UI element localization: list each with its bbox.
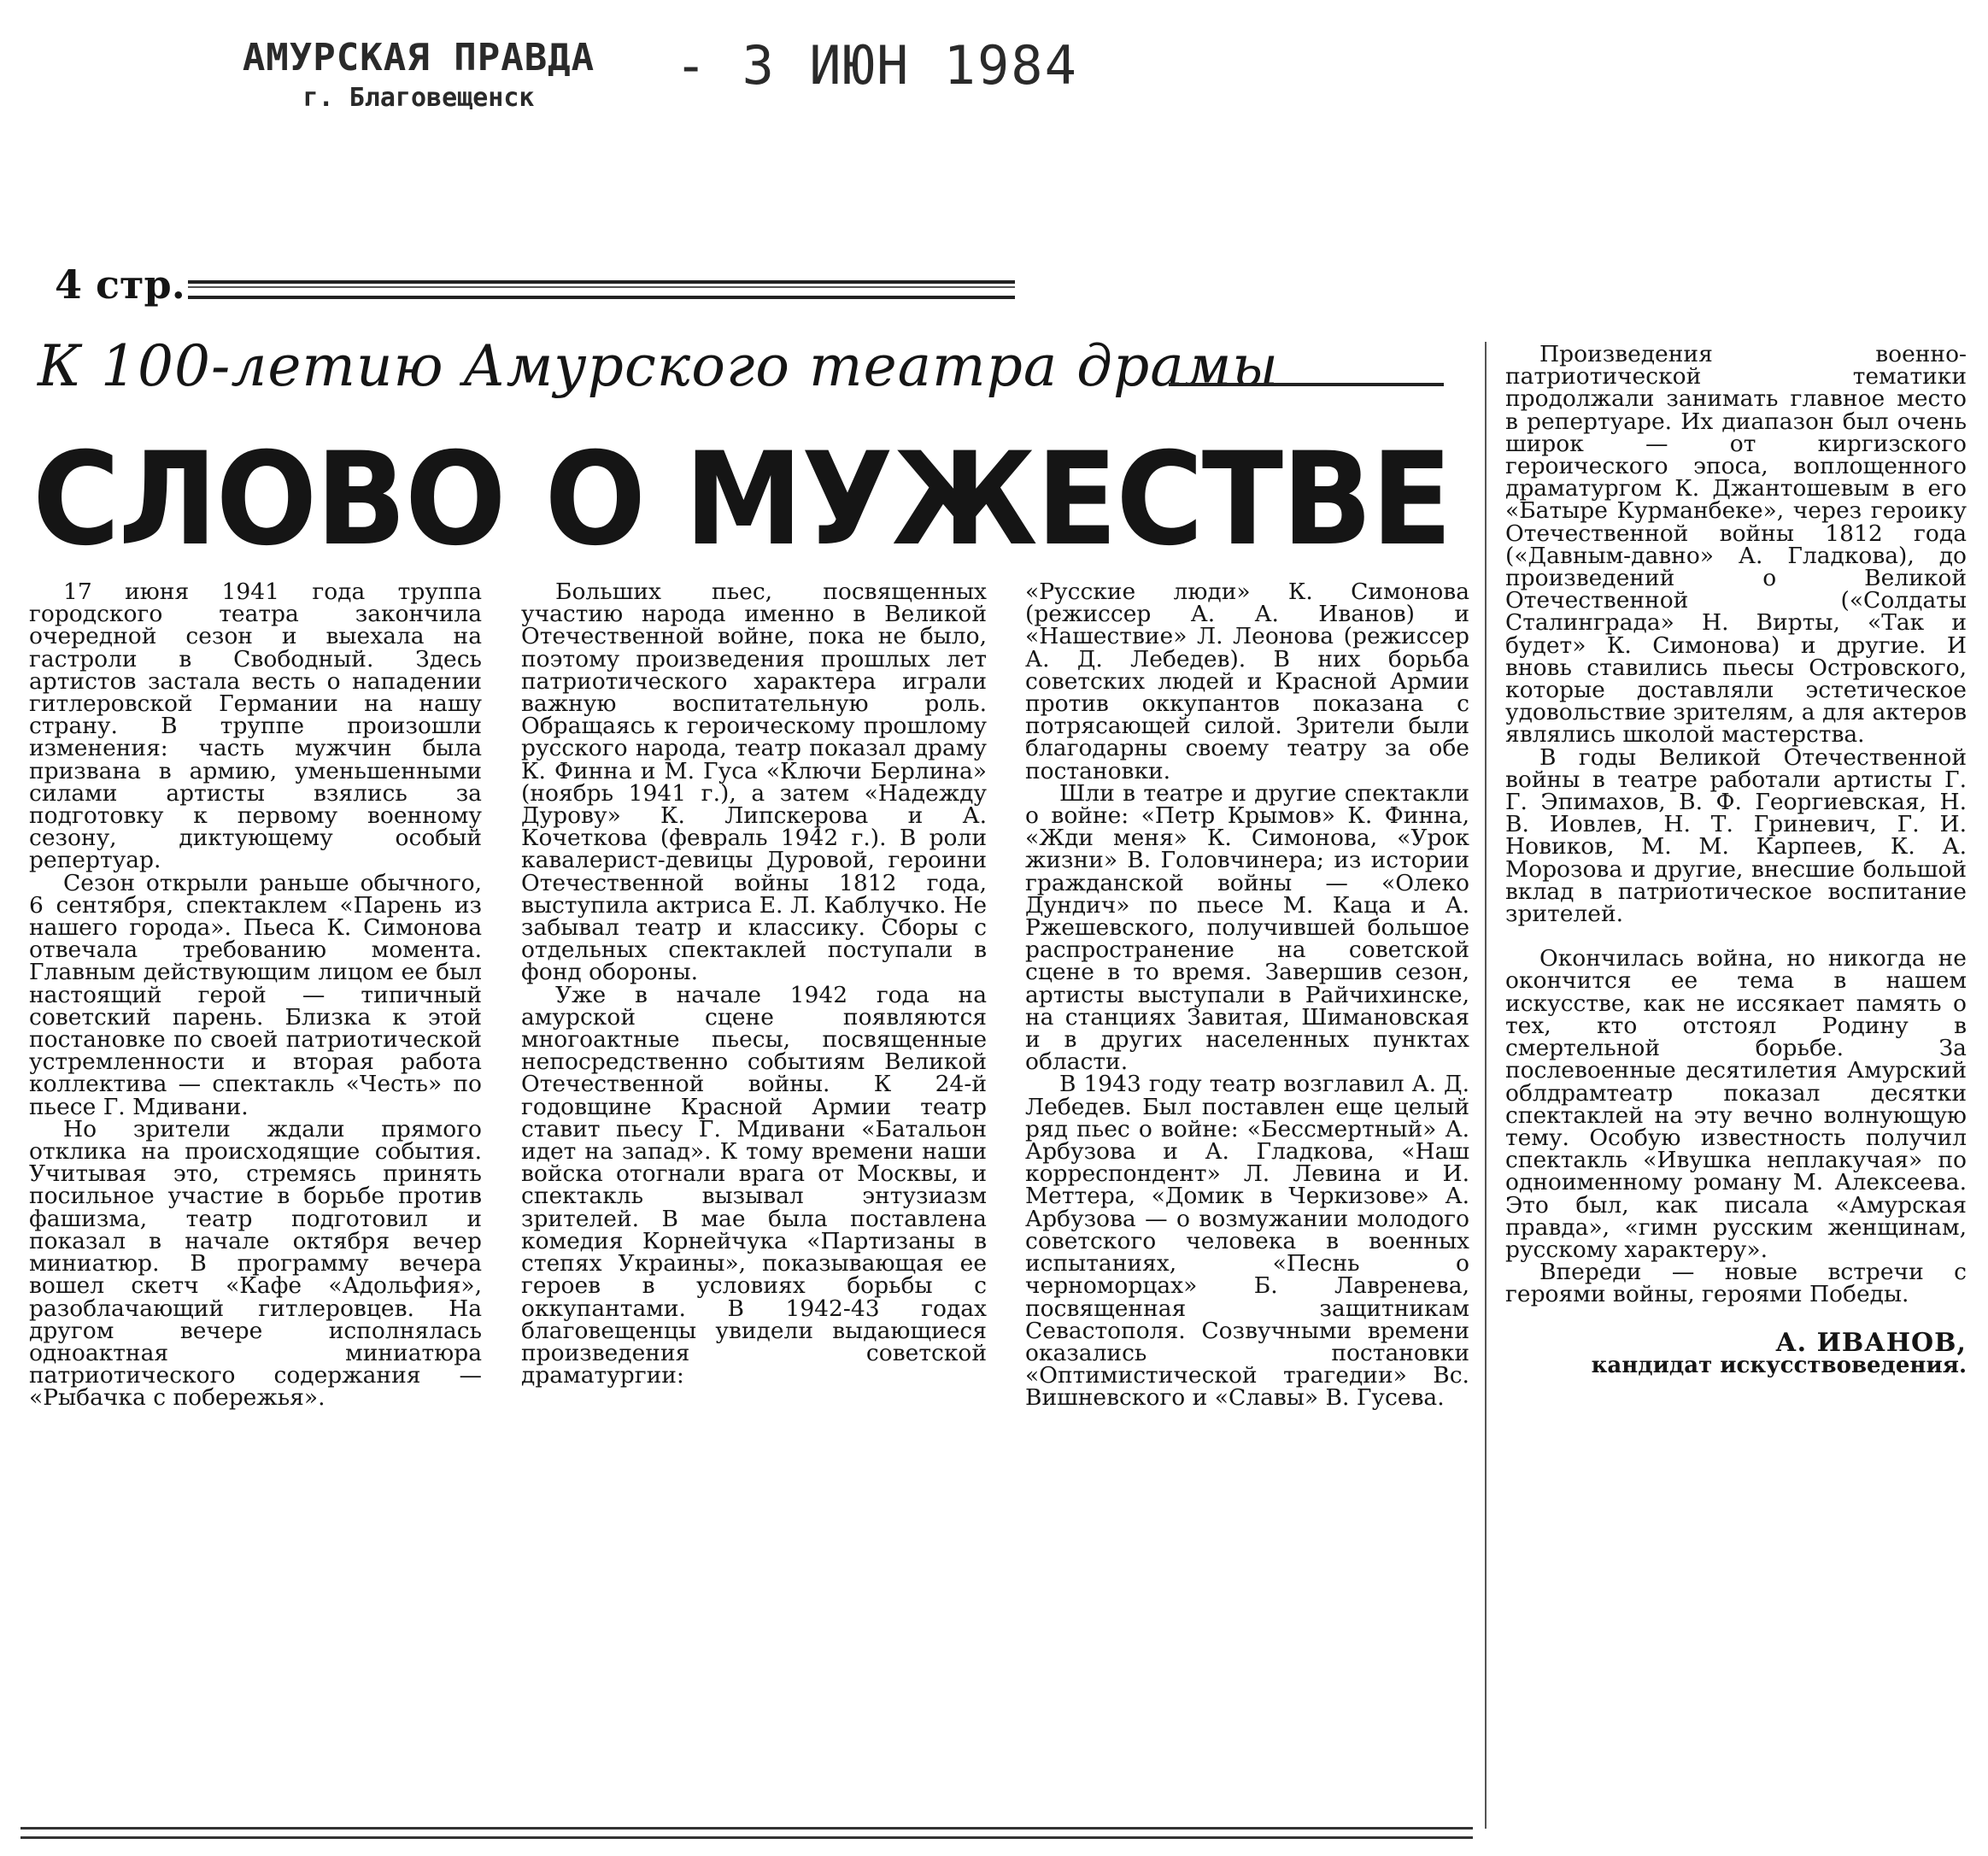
paragraph: «Русские люди» К. Симонова (режиссер А. А. Иванов) и «Нашествие» Л. Леонова (режиссер А. Д. Лебедев). В них борьба советских людей и Красной Армии против оккупантов показана с потрясающей силой. Зрители были благодарны своему театру за обе постановки. <box>1025 579 1469 784</box>
newspaper-stamp <box>239 36 598 113</box>
author-title: кандидат искусствоведения. <box>1591 1352 1967 1378</box>
article-column-4 <box>1505 341 1967 1378</box>
paragraph: В годы Великой Отечественной войны в театре работали артисты Г. Г. Эпимахов, В. Ф. Георгиевская, Н. В. Иовлев, Н. Т. Гриневич, Г. И. Новиков, М. М. Карпеев, К. А. Морозова и другие, внесшие большой вклад в патриотическое воспитание зрителей. <box>1505 743 1967 928</box>
article-column-1 <box>29 581 482 1410</box>
paragraph: Впереди — новые встречи с героями войны, героями Победы. <box>1505 1259 1967 1308</box>
author-name: А. ИВАНОВ, <box>1775 1327 1967 1358</box>
header-rule <box>188 280 1015 299</box>
paragraph: 17 июня 1941 года труппа городского театра закончила очередной сезон и выехала на гастроли в Свободный. Здесь артистов застала весть о нападении гитлеровской Германии на нашу страну. В труппе произошли изменения: часть мужчин была призвана в армию, уменьшенными силами артисты взялись за подготовку к первому военному сезону, диктующему особый репертуар. <box>29 579 482 874</box>
article-headline: СЛОВО О МУЖЕСТВЕ <box>32 426 1451 574</box>
paragraph: В 1943 году театр возглавил А. Д. Лебедев. Был поставлен еще целый ряд пьес о войне: «Бессмертный» А. Арбузова и А. Гладкова, «Наш корреспондент» Л. Левина и И. Меттера, «Домик в Черкизове» А. Арбузова — о возмужании молодого советского человека в военных испытаниях, «Песнь о черноморцах» Б. Лавренева, посвященная защитникам Севастополя. Созвучными времени оказались постановки «Оптимистической трагедии» Вс. Вишневского и «Славы» В. Гусева. <box>1025 1071 1469 1412</box>
paragraph: Уже в начале 1942 года на амурской сцене появляются многоактные пьесы, посвященные непосредственно событиям Великой Отечественной войны. К 24-й годовщине Красной Армии театр ставит пьесу Г. Мдивани «Батальон идет на запад». К тому времени наши войска отогнали врага от Москвы, и спектакль вызывал энтузиазм зрителей. В мае была поставлена комедия Корнейчука «Партизаны в степях Украины», показывающая ее героев в условиях борьбы с оккупантами. В 1942-43 годах благовещенцы увидели выдающиеся произведения советской драматургии: <box>521 981 987 1389</box>
page-number: 4 стр. <box>55 261 185 308</box>
bottom-rule <box>21 1827 1473 1839</box>
paragraph: Больших пьес, посвященных участию народа именно в Великой Отечественной войне, пока не было, поэтому произведения прошлых лет патриотического характера играли важную воспитательную роль. Обращаясь к героическому прошлому русского народа, театр показал драму К. Финна и М. Гуса «Ключи Берлина» (ноябрь 1941 г.), а затем «Надежду Дурову» К. Липскерова и А. Кочеткова (февраль 1942 г.). В роли кавалерист-девицы Дуровой, героини Отечественной войны 1812 года, выступила актриса Е. Л. Каблучко. Не забывал театр и классику. Сборы с отдельных спектаклей поступали в фонд обороны. <box>521 579 987 986</box>
paragraph: Окончилась война, но никогда не окончится ее тема в нашем искусстве, как не иссякает память о тех, кто отстоял Родину в смертельной борьбе. За послевоенные десятилетия Амурский облдрамтеатр показал десятки спектаклей на эту вечно волнующую тему. Особую известность получил спектакль «Ивушка неплакучая» по одноименному роману М. Алексеева. Это был, как писала «Амурская правда», «гимн русским женщинам, русскому характеру». <box>1505 945 1967 1263</box>
article-column-3 <box>1025 581 1469 1410</box>
author-signature <box>1505 1327 1967 1378</box>
newspaper-city: г. Благовещенск <box>302 83 535 113</box>
paragraph: Сезон открыли раньше обычного, 6 сентября, спектаклем «Парень из нашего города». Пьеса К. Симонова отвечала требованию момента. Главным действующим лицом ее был настоящий герой — типичный советский парень. Близка к этой постановке по своей патриотической устремленности и вторая работа коллектива — спектакль «Честь» по пьесе Г. Мдивани. <box>29 869 482 1120</box>
article-kicker: К 100-летию Амурского театра драмы <box>38 333 1280 399</box>
kicker-rule <box>1169 383 1444 386</box>
column-divider <box>1485 342 1487 1829</box>
date-stamp: - 3 ИЮН 1984 <box>675 34 1078 97</box>
paragraph: Шли в театре и другие спектакли о войне: «Петр Крымов» К. Финна, «Жди меня» К. Симонова, «Урок жизни» В. Головчинера; из истории гражданской войны — «Олеко Дундич» по пьесе М. Каца и А. Ржешевского, получившей большое распространение на советской сцене в то время. Завершив сезон, артисты выступали в Райчихинске, на станциях Завитая, Шимановская и в других населенных пунктах области. <box>1025 779 1469 1076</box>
article-column-2 <box>521 581 987 1387</box>
paragraph: Но зрители ждали прямого отклика на происходящие события. Учитывая это, стремясь принять посильное участие в борьбе против фашизма, театр подготовил и показал в начале октября вечер миниатюр. В программу вечера вошел скетч «Кафе «Адольфия», разоблачающий гитлеровцев. На другом вечере исполнялась одноактная миниатюра патриотического содержания — «Рыбачка с побережья». <box>29 1115 482 1412</box>
paragraph: Произведения военно-патриотической тематики продолжали занимать главное место в репертуаре. Их диапазон был очень широк — от киргизского героического эпоса, воплощенного драматургом К. Джантошевым в его «Батыре Курманбеке», через героику Отечественной войны 1812 года («Давным-давно» А. Гладкова), до произведений о Великой Отечественной («Солдаты Сталинграда» Н. Вирты, «Так и будет» К. Симонова) и другие. И вновь ставились пьесы Островского, которые доставляли эстетическое удовольствие зрителям, а для актеров являлись школой мастерства. <box>1505 341 1967 749</box>
newspaper-name: АМУРСКАЯ ПРАВДА <box>242 36 595 79</box>
